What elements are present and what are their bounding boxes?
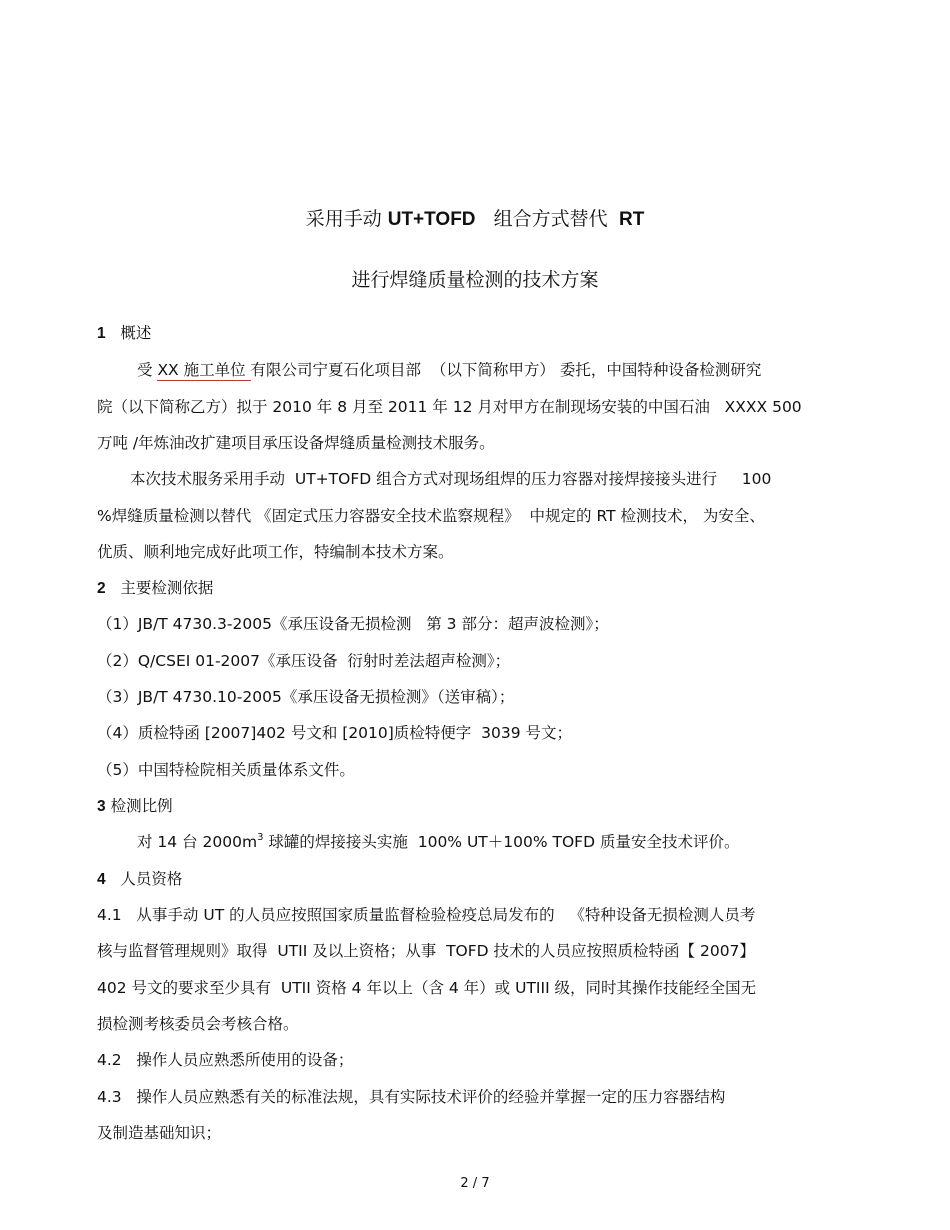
section-title: 人员资格 [120, 870, 183, 888]
clause-4-1-line-3: 402 号文的要求至少具有 UTII 资格 4 年以上（含 4 年）或 UTIII 级，同时其操作技能经全国无 [97, 979, 757, 997]
section-3-heading [97, 796, 173, 817]
section-1-heading [97, 323, 151, 344]
para-1-line-2: 院（以下简称乙方）拟于 2010 年 8 月至 2011 年 12 月对甲方在制现场安装的中国石油 XXXX 500 [97, 398, 802, 416]
para-2-line-2: %焊缝质量检测以替代 《固定式压力容器安全技术监察规程》 中规定的 RT 检测技术， 为安全、 [97, 507, 765, 525]
clause-4-1-line-2: 核与监督管理规则》取得 UTII 及以上资格；从事 TOFD 技术的人员应按照质检特函【 2007】 [97, 942, 755, 960]
section-title: 概述 [120, 324, 152, 342]
underlined-text: XX 施工单位 [157, 361, 251, 379]
reference-3: （3）JB/T 4730.10-2005《承压设备无损检测》（送审稿）； [97, 688, 515, 706]
section-2-heading [97, 578, 213, 599]
reference-1: （1）JB/T 4730.3-2005《承压设备无损检测 第 3 部分：超声波检测》； [97, 615, 609, 633]
text-run: 球罐的焊接接头实施 100% UT＋100% TOFD 质量安全技术评价。 [263, 833, 740, 851]
para-2-line-3: 优质、顺利地完成好此项工作，特编制本技术方案。 [97, 543, 454, 561]
section-number: 2 [97, 580, 106, 597]
title-part: 组合方式替代 [475, 208, 614, 230]
title-part-bold: RT [613, 209, 645, 230]
text-run: 有限公司宁夏石化项目部 （以下简称甲方） 委托，中国特种设备检测研究 [250, 361, 762, 379]
section-4-heading [97, 869, 182, 890]
section-number: 1 [97, 325, 106, 342]
section-number: 4 [97, 871, 106, 888]
text-run: 受 [137, 361, 158, 379]
section-title: 检测比例 [110, 797, 173, 815]
doc-title-line-1 [0, 204, 950, 231]
clause-4-3-line-1: 4.3 操作人员应熟悉有关的标准法规，具有实际技术评价的经验并掌握一定的压力容器结构 [97, 1088, 726, 1106]
para-2-line-1: 本次技术服务采用手动 UT+TOFD 组合方式对现场组焊的压力容器对接焊接接头进行 100 [130, 470, 772, 488]
title-part-bold: UT+TOFD [387, 209, 476, 230]
title-part: 采用手动 [305, 208, 388, 230]
clause-4-1-line-1: 4.1 从事手动 UT 的人员应按照国家质量监督检验检疫总局发布的 《特种设备无损检测人员考 [97, 906, 756, 924]
para-3 [137, 832, 739, 852]
clause-4-1-line-4: 损检测考核委员会考核合格。 [97, 1015, 299, 1033]
clause-4-2: 4.2 操作人员应熟悉所使用的设备； [97, 1051, 354, 1069]
doc-title-line-2: 进行焊缝质量检测的技术方案 [351, 269, 599, 291]
section-number: 3 [97, 798, 106, 815]
text-run: 对 14 台 2000m [137, 833, 258, 851]
para-1-line-3: 万吨 /年炼油改扩建项目承压设备焊缝质量检测技术服务。 [97, 434, 495, 452]
section-title: 主要检测依据 [120, 579, 214, 597]
reference-4: （4）质检特函 [2007]402 号文和 [2010]质检特便字 3039 号文； [97, 724, 573, 742]
superscript: 3 [257, 832, 264, 843]
para-1-line-1 [137, 360, 761, 380]
clause-4-3-line-2: 及制造基础知识； [97, 1124, 222, 1142]
reference-5: （5）中国特检院相关质量体系文件。 [97, 761, 355, 779]
page-number: 2 / 7 [460, 1176, 490, 1191]
reference-2: （2）Q/CSEI 01-2007《承压设备 衍射时差法超声检测》； [97, 652, 511, 670]
